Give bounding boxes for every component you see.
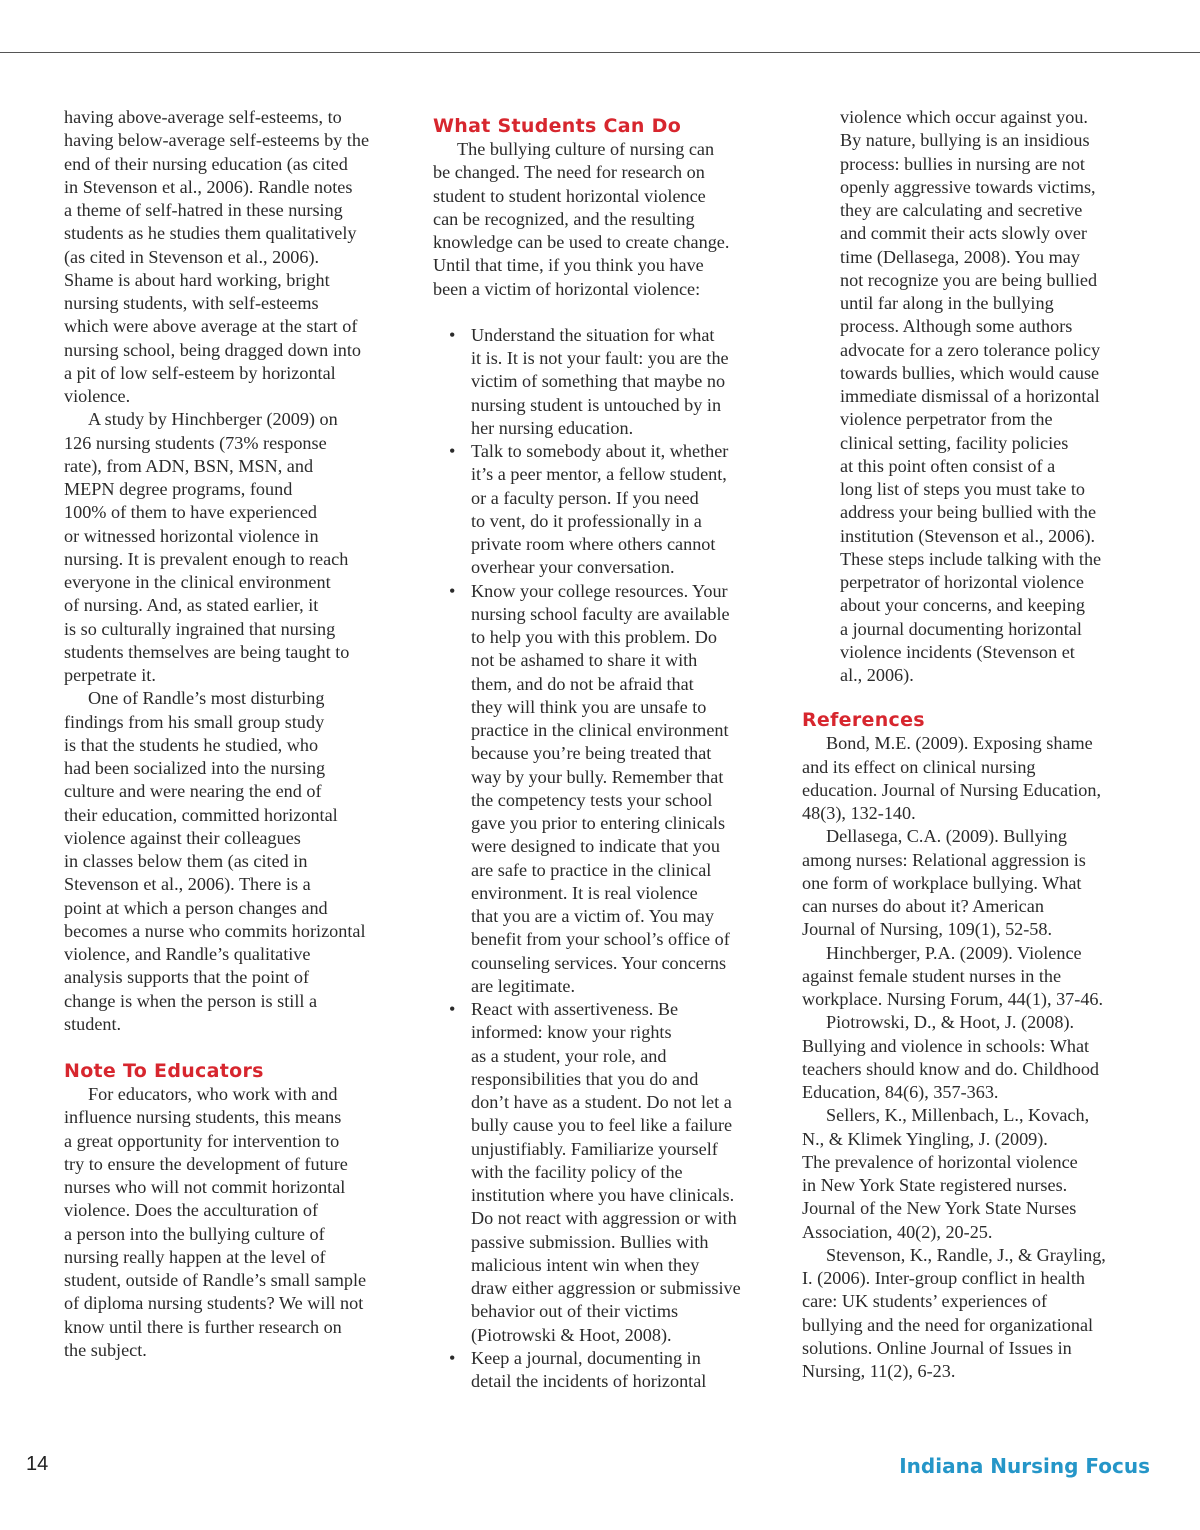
text-line: a theme of self-hatred in these nursing <box>64 200 343 220</box>
bullet-icon: • <box>449 1347 456 1368</box>
text-line: Stevenson, K., Randle, J., & Grayling, <box>826 1244 1106 1265</box>
text-line: (as cited in Stevenson et al., 2006). <box>64 246 320 267</box>
text-line: try to ensure the development of future <box>64 1153 348 1174</box>
text-line: Education, 84(6), 357-363. <box>802 1082 999 1102</box>
text-line: Hinchberger, P.A. (2009). Violence <box>826 942 1082 963</box>
text-line: Journal of the New York State Nurses <box>802 1198 1077 1219</box>
text-line: the subject. <box>64 1339 147 1360</box>
text-line: student to student horizontal violence <box>433 185 706 206</box>
text-line: point at which a person changes and <box>64 897 328 918</box>
text-line: time (Dellasega, 2008). You may <box>840 246 1080 267</box>
text-line: detail the incidents of horizontal <box>471 1371 707 1391</box>
text-line: in Stevenson et al., 2006). Randle notes <box>64 176 353 197</box>
text-line: and commit their acts slowly over <box>840 223 1087 244</box>
text-line: Piotrowski, D., & Hoot, J. (2008). <box>826 1012 1075 1033</box>
text-line: draw either aggression or submissive <box>471 1278 741 1298</box>
text-line: it’s a peer mentor, a fellow student, <box>471 464 727 485</box>
text-line: are legitimate. <box>471 975 576 996</box>
spacer <box>64 1036 414 1059</box>
text-line: clinical setting, facility policies <box>840 432 1069 453</box>
text-line: among nurses: Relational aggression is <box>802 849 1086 870</box>
text-line: can be recognized, and the resulting <box>433 208 695 229</box>
text-line: change is when the person is still a <box>64 990 318 1011</box>
text-line: bully cause you to feel like a failure <box>471 1115 733 1136</box>
text-line: openly aggressive towards victims, <box>840 176 1096 197</box>
text-line: Shame is about hard working, bright <box>64 269 330 290</box>
text-line: students as he studies them qualitatively <box>64 223 357 244</box>
text-line: having above-average self-esteems, to <box>64 107 342 127</box>
text-line: private room where others cannot <box>471 534 716 554</box>
text-line: malicious intent win when they <box>471 1254 700 1275</box>
text-line: or witnessed horizontal violence in <box>64 525 319 546</box>
bullet-item <box>433 998 783 1347</box>
text-line: gave you prior to entering clinicals <box>471 813 726 833</box>
text-line: know until there is further research on <box>64 1316 342 1337</box>
text-line: teachers should know and do. Childhood <box>802 1058 1100 1079</box>
text-line: Understand the situation for what <box>471 324 715 345</box>
text-line: don’t have as a student. Do not let a <box>471 1092 732 1112</box>
text-line: workplace. Nursing Forum, 44(1), 37-46. <box>802 989 1104 1009</box>
text-line: al., 2006). <box>840 665 914 685</box>
text-line: violence. <box>64 386 131 406</box>
reference-entry <box>802 1011 1154 1104</box>
text-line: institution (Stevenson et al., 2006). <box>840 525 1096 546</box>
text-line: process. Although some authors <box>840 316 1073 337</box>
text-line: MEPN degree programs, found <box>64 479 293 499</box>
text-line: violence. Does the acculturation of <box>64 1200 319 1221</box>
text-line: Until that time, if you think you have <box>433 255 704 276</box>
column-3 <box>802 106 1154 1383</box>
text-line: Talk to somebody about it, whether <box>471 441 729 461</box>
text-line: had been socialized into the nursing <box>64 758 326 778</box>
text-line: perpetrator of horizontal violence <box>840 572 1084 592</box>
text-line: which were above average at the start of <box>64 316 358 337</box>
text-line: unjustifiably. Familiarize yourself <box>471 1138 718 1159</box>
text-line: rate), from ADN, BSN, MSN, and <box>64 455 314 476</box>
text-line: N., & Klimek Yingling, J. (2009). <box>802 1128 1048 1149</box>
text-line: because you’re being treated that <box>471 743 712 764</box>
bullet-icon: • <box>449 441 456 461</box>
text-line: analysis supports that the point of <box>64 967 309 988</box>
text-line: her nursing education. <box>471 417 634 438</box>
text-line: Association, 40(2), 20-25. <box>802 1221 993 1242</box>
text-line: becomes a nurse who commits horizontal <box>64 920 366 941</box>
bullet-icon: • <box>449 324 456 345</box>
text-line: in classes below them (as cited in <box>64 851 308 871</box>
text-line: at this point often consist of a <box>840 455 1056 476</box>
text-line: A study by Hinchberger (2009) on <box>88 409 338 430</box>
text-line: Dellasega, C.A. (2009). Bullying <box>826 826 1067 847</box>
text-line: One of Randle’s most disturbing <box>88 688 325 709</box>
paragraph-bullying-process <box>802 106 1154 687</box>
text-line: care: UK students’ experiences of <box>802 1291 1048 1312</box>
text-line: informed: know your rights <box>471 1022 672 1043</box>
spacer <box>802 687 1154 708</box>
text-line: can nurses do about it? American <box>802 896 1044 916</box>
reference-entry <box>802 942 1154 1012</box>
text-line: long list of steps you must take to <box>840 479 1086 499</box>
paragraph-randle-findings <box>64 687 414 1036</box>
text-line: perpetrate it. <box>64 665 156 685</box>
text-line: or a faculty person. If you need <box>471 487 699 508</box>
text-line: student, outside of Randle’s small sample <box>64 1270 367 1290</box>
references-list <box>802 732 1154 1383</box>
text-line: that you are a victim of. You may <box>471 906 714 926</box>
what-students-can-do-heading: What Students Can Do <box>433 115 682 137</box>
text-line: nursing school, being dragged down into <box>64 339 362 360</box>
publication-name: Indiana Nursing Focus <box>899 1454 1150 1478</box>
text-line: of nursing. And, as stated earlier, it <box>64 595 319 616</box>
text-line: against female student nurses in the <box>802 965 1062 986</box>
text-line: students themselves are being taught to <box>64 641 350 662</box>
text-line: bullying and the need for organizational <box>802 1314 1094 1335</box>
column-2 <box>433 106 783 1393</box>
text-line: until far along in the bullying <box>840 293 1054 313</box>
bullet-icon: • <box>449 999 456 1019</box>
reference-entry <box>802 1104 1154 1244</box>
text-line: Stevenson et al., 2006). There is a <box>64 874 311 895</box>
text-line: to vent, do it professionally in a <box>471 510 702 531</box>
text-line: victim of something that maybe no <box>471 371 726 392</box>
text-line: nursing really happen at the level of <box>64 1246 326 1267</box>
text-line: Know your college resources. Your <box>471 580 728 601</box>
text-line: the competency tests your school <box>471 789 713 810</box>
text-line: passive submission. Bullies with <box>471 1231 709 1252</box>
text-line: environment. It is real violence <box>471 882 698 903</box>
text-line: in New York State registered nurses. <box>802 1175 1068 1195</box>
text-line: a person into the bullying culture of <box>64 1223 325 1244</box>
text-line: they will think you are unsafe to <box>471 696 707 717</box>
text-line: as a student, your role, and <box>471 1045 667 1066</box>
note-to-educators-heading: Note To Educators <box>64 1060 264 1082</box>
text-line: Keep a journal, documenting in <box>471 1347 701 1368</box>
bullet-item <box>433 1347 783 1394</box>
text-line: Bullying and violence in schools: What <box>802 1035 1090 1056</box>
text-line: to help you with this problem. Do <box>471 627 718 647</box>
text-line: overhear your conversation. <box>471 557 675 578</box>
text-line: violence, and Randle’s qualitative <box>64 944 311 964</box>
page-number: 14 <box>26 1453 49 1475</box>
text-line: is so culturally ingrained that nursing <box>64 618 336 639</box>
bullet-item <box>433 440 783 580</box>
text-line: The bullying culture of nursing can <box>457 139 715 159</box>
text-line: findings from his small group study <box>64 711 325 732</box>
text-line: of diploma nursing students? We will not <box>64 1293 364 1314</box>
text-line: are safe to practice in the clinical <box>471 859 712 880</box>
text-line: React with assertiveness. Be <box>471 999 679 1019</box>
text-line: towards bullies, which would cause <box>840 362 1100 383</box>
text-line: For educators, who work with and <box>88 1084 338 1104</box>
text-line: benefit from your school’s office of <box>471 929 730 950</box>
text-line: Sellers, K., Millenbach, L., Kovach, <box>826 1105 1090 1126</box>
reference-entry <box>802 825 1154 941</box>
text-line: be changed. The need for research on <box>433 162 705 183</box>
text-line: they are calculating and secretive <box>840 200 1083 220</box>
text-line: I. (2006). Inter-group conflict in health <box>802 1268 1085 1288</box>
text-line: address your being bullied with the <box>840 502 1097 523</box>
text-line: 126 nursing students (73% response <box>64 432 327 453</box>
text-line: not be ashamed to share it with <box>471 650 698 671</box>
text-line: (Piotrowski & Hoot, 2008). <box>471 1324 672 1345</box>
paragraph-educators <box>64 1083 414 1362</box>
text-line: them, and do not be afraid that <box>471 673 694 694</box>
text-line: violence against their colleagues <box>64 827 301 848</box>
text-line: were designed to indicate that you <box>471 836 720 857</box>
text-line: The prevalence of horizontal violence <box>802 1151 1078 1172</box>
text-line: education. Journal of Nursing Education, <box>802 779 1102 800</box>
text-line: everyone in the clinical environment <box>64 572 331 592</box>
text-line: Bond, M.E. (2009). Exposing shame <box>826 733 1093 754</box>
reference-entry <box>802 1244 1154 1384</box>
references-heading: References <box>802 709 925 732</box>
text-line: is that the students he studied, who <box>64 734 319 755</box>
bullet-icon: • <box>449 580 456 601</box>
text-line: student. <box>64 1013 122 1034</box>
text-line: solutions. Online Journal of Issues in <box>802 1337 1072 1358</box>
text-line: nursing school faculty are available <box>471 603 730 624</box>
text-line: way by your bully. Remember that <box>471 766 724 787</box>
text-line: 48(3), 132-140. <box>802 803 916 823</box>
text-line: their education, committed horizontal <box>64 804 338 825</box>
text-line: and its effect on clinical nursing <box>802 756 1036 777</box>
text-line: end of their nursing education (as cited <box>64 153 348 174</box>
text-line: responsibilities that you do and <box>471 1068 699 1089</box>
text-line: nursing. It is prevalent enough to reach <box>64 548 349 569</box>
text-line: process: bullies in nursing are not <box>840 153 1085 174</box>
students-bullet-list <box>433 324 783 1394</box>
text-line: influence nursing students, this means <box>64 1107 342 1128</box>
text-line: practice in the clinical environment <box>471 720 729 740</box>
text-line: By nature, bullying is an insidious <box>840 130 1090 151</box>
text-line: having below-average self-esteems by the <box>64 130 370 151</box>
reference-entry <box>802 732 1154 825</box>
text-line: culture and were nearing the end of <box>64 781 322 802</box>
text-line: been a victim of horizontal violence: <box>433 278 701 299</box>
text-line: it is. It is not your fault: you are the <box>471 348 729 368</box>
text-line: advocate for a zero tolerance policy <box>840 339 1101 360</box>
text-line: nursing student is untouched by in <box>471 394 722 415</box>
text-line: with the facility policy of the <box>471 1161 683 1182</box>
text-line: Do not react with aggression or with <box>471 1208 737 1229</box>
text-line: nursing students, with self-esteems <box>64 293 319 313</box>
text-line: a journal documenting horizontal <box>840 618 1082 639</box>
paragraph-students-intro <box>433 138 783 301</box>
text-line: violence perpetrator from the <box>840 409 1053 430</box>
text-line: a pit of low self-esteem by horizontal <box>64 362 336 383</box>
text-line: Journal of Nursing, 109(1), 52-58. <box>802 919 1053 940</box>
column-1 <box>64 106 414 1362</box>
paragraph-self-esteem <box>64 106 414 408</box>
text-line: not recognize you are being bullied <box>840 269 1098 290</box>
paragraph-hinchberger-study <box>64 408 414 687</box>
text-line: about your concerns, and keeping <box>840 595 1085 616</box>
text-line: counseling services. Your concerns <box>471 952 727 973</box>
text-line: violence incidents (Stevenson et <box>840 641 1075 662</box>
text-line: knowledge can be used to create change. <box>433 232 730 252</box>
top-rule <box>0 52 1200 53</box>
bullet-item <box>433 580 783 999</box>
text-line: 100% of them to have experienced <box>64 502 318 523</box>
text-line: violence which occur against you. <box>840 107 1088 127</box>
bullet-item <box>433 324 783 440</box>
text-line: institution where you have clinicals. <box>471 1185 735 1205</box>
text-line: immediate dismissal of a horizontal <box>840 386 1100 406</box>
text-line: one form of workplace bullying. What <box>802 872 1082 893</box>
text-line: nurses who will not commit horizontal <box>64 1177 346 1197</box>
spacer <box>433 301 783 324</box>
text-line: Nursing, 11(2), 6-23. <box>802 1361 956 1381</box>
text-line: These steps include talking with the <box>840 548 1102 569</box>
text-line: behavior out of their victims <box>471 1301 679 1322</box>
text-line: a great opportunity for intervention to <box>64 1130 340 1151</box>
